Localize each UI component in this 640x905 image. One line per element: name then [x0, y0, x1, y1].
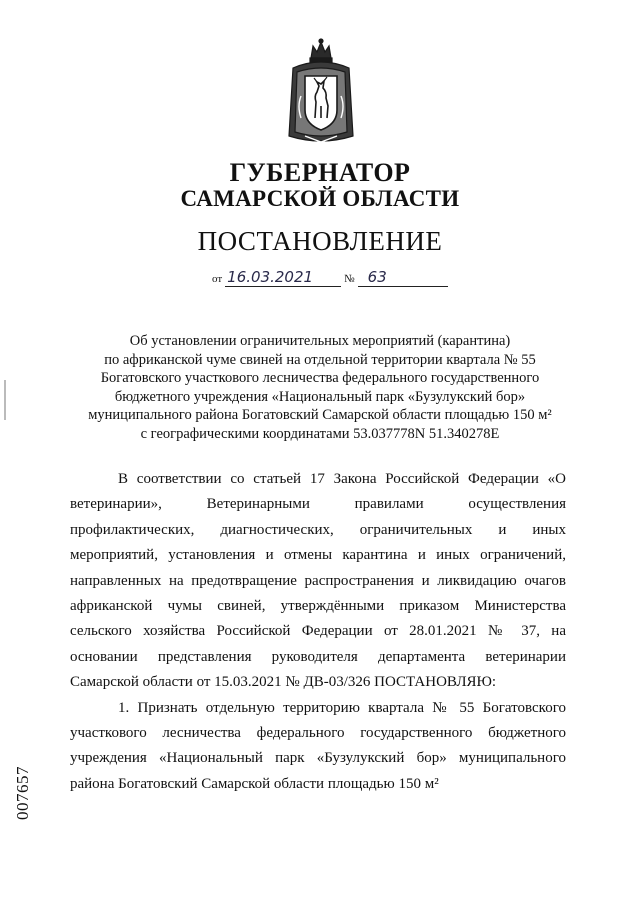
date-value: 16.03.2021 [225, 268, 341, 287]
scan-edge-mark [4, 380, 6, 420]
registration-side-number: 007657 [13, 766, 32, 820]
body-paragraph-preamble: В соответствии со статьей 17 Закона Российской Федерации «О ветеринарии», Ветеринарными правилами осуществления профилактических, диагностических, ограничительных и иных мероприятий, установления и отмены карантина и иных ограничений, направленных на предотвращение распространения и ликвидацию очагов африканской чумы свиней, утверждёнными приказом Министерства сельского хозяйства Российской Федерации от 28.01.2021 № 37, на основании представления руководителя департамента ветеринарии Самарской области от 15.03.2021 № ДВ-03/326 ПОСТАНОВЛЯЮ: [70, 471, 566, 691]
subject-line: с географическими координатами 53.037778N 51.340278E [140, 425, 500, 442]
subject-line: Богатовского участкового лесничества федерального государственного [100, 370, 540, 387]
date-label: от [212, 273, 223, 285]
document-type: ПОСТАНОВЛЕНИЕ [197, 226, 443, 256]
subject-line: по африканской чуме свиней на отдельной территории квартала № 55 [104, 351, 536, 368]
body-paragraph-item-1: 1. Признать отдельную территорию квартала № 55 Богатовского участкового лесничества федерального государственного бюджетного учреждения «Национальный парк «Бузулукский бор» муниципального района Богатовский Самарской области площадью 150 м² [70, 699, 566, 792]
samara-coat-of-arms-icon [281, 36, 361, 148]
org-name-line1: ГУБЕРНАТОР [229, 158, 411, 187]
subject-line: бюджетного учреждения «Национальный парк «Бузулукский бор» [114, 388, 526, 405]
subject-line: Об установлении ограничительных мероприятий (карантина) [129, 333, 511, 349]
number-label: № [344, 273, 355, 285]
date-number-line [212, 268, 448, 287]
document-body [70, 467, 566, 797]
org-name-line2: САМАРСКОЙ ОБЛАСТИ [180, 186, 460, 211]
document-subject [60, 332, 580, 444]
subject-line: муниципального района Богатовский Самарской области площадью 150 м² [88, 407, 552, 424]
number-value: 63 [358, 268, 448, 287]
